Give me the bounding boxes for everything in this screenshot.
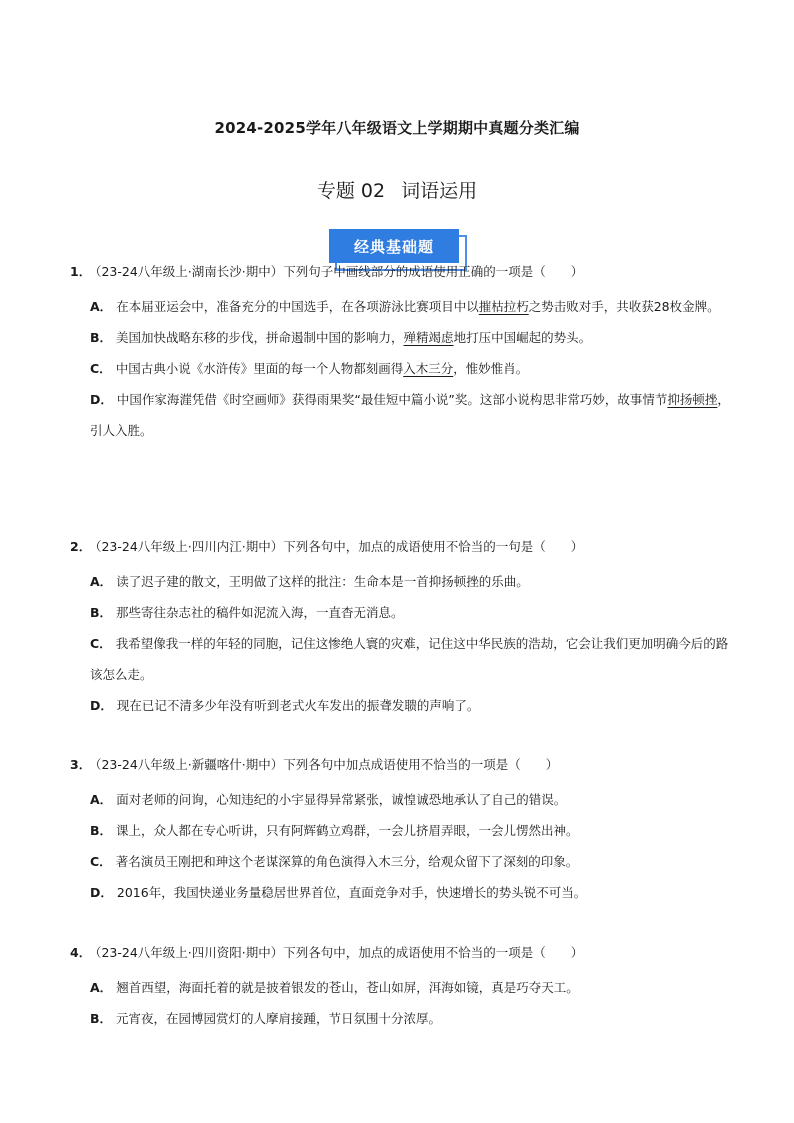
option-d bbox=[90, 877, 732, 908]
option-text: 那些寄往杂志社的稿件如泥流入海，一直杳无消息。 bbox=[116, 605, 404, 620]
option-letter: A． bbox=[90, 299, 113, 314]
question-text: （23-24八年级上·四川内江·期中）下列各句中，加点的成语使用不恰当的一句是（ ） bbox=[95, 539, 584, 554]
option-letter: C． bbox=[90, 854, 112, 869]
option-text: ，惟妙惟肖。 bbox=[453, 361, 529, 376]
option-text: 读了迟子建的散文，王明做了这样的批注：生命本是一首抑扬顿挫的乐曲。 bbox=[116, 574, 529, 589]
option-b bbox=[90, 815, 732, 846]
option-b bbox=[90, 322, 732, 353]
option-text: 课上，众人都在专心听讲，只有阿辉鹤立鸡群，一会儿挤眉弄眼，一会儿愣然出神。 bbox=[116, 823, 579, 838]
topic-name: 词语运用 bbox=[401, 180, 478, 202]
topic-label: 专题 02 bbox=[316, 180, 386, 202]
option-c bbox=[90, 846, 732, 877]
question-number: 3． bbox=[70, 757, 92, 772]
option-b bbox=[90, 1003, 732, 1034]
option-text: 美国加快战略东移的步伐，拼命遏制中国的影响力， bbox=[116, 330, 404, 345]
option-letter: D． bbox=[90, 885, 113, 900]
question-number: 4． bbox=[70, 945, 92, 960]
question-4 bbox=[72, 943, 732, 1034]
underlined-idiom: 摧枯拉朽 bbox=[478, 299, 529, 314]
option-b bbox=[90, 597, 732, 628]
option-text: 地打压中国崛起的势头。 bbox=[453, 330, 592, 345]
option-c bbox=[90, 353, 732, 384]
question-stem bbox=[70, 943, 732, 963]
question-text: （23-24八年级上·新疆喀什·期中）下列各句中加点成语使用不恰当的一项是（ ） bbox=[95, 757, 559, 772]
option-a bbox=[90, 566, 732, 597]
option-letter: B． bbox=[90, 330, 113, 345]
option-a bbox=[90, 784, 732, 815]
option-letter: A． bbox=[90, 792, 113, 807]
question-text: （23-24八年级上·湖南长沙·期中）下列句子中画线部分的成语使用正确的一项是（ ） bbox=[95, 264, 584, 279]
option-d bbox=[90, 690, 732, 721]
option-text: ，引人入胜。 bbox=[90, 392, 730, 438]
option-letter: C． bbox=[90, 636, 112, 651]
option-text: 著名演员王刚把和珅这个老谋深算的角色演得入木三分，给观众留下了深刻的印象。 bbox=[115, 854, 579, 869]
option-letter: A． bbox=[90, 980, 113, 995]
option-a bbox=[90, 972, 732, 1003]
underlined-idiom: 抑扬顿挫 bbox=[667, 392, 718, 407]
option-text: 翘首西望，海面托着的就是披着银发的苍山，苍山如屏，洱海如镜，真是巧夺天工。 bbox=[116, 980, 579, 995]
question-text: （23-24八年级上·四川资阳·期中）下列各句中，加点的成语使用不恰当的一项是（ ） bbox=[95, 945, 584, 960]
option-text: 2016年，我国快递业务量稳居世界首位，直面竞争对手，快速增长的势头锐不可当。 bbox=[116, 885, 587, 900]
option-text: 之势击败对手，共收获28枚金牌。 bbox=[528, 299, 720, 314]
option-letter: D． bbox=[90, 392, 113, 407]
option-text: 在本届亚运会中，准备充分的中国选手，在各项游泳比赛项目中以 bbox=[116, 299, 479, 314]
option-text: 我希望像我一样的年轻的同胞，记住这惨绝人寰的灾难，记住这中华民族的浩劫，它会让我们更加明确今后的路该怎么走。 bbox=[90, 636, 729, 682]
underlined-idiom: 入木三分 bbox=[403, 361, 454, 376]
option-text: 现在已记不清多少年没有听到老式火车发出的振聋发聩的声响了。 bbox=[116, 698, 480, 713]
question-3 bbox=[72, 755, 732, 908]
option-text: 面对老师的问询，心知违纪的小宇显得异常紧张，诚惶诚恐地承认了自己的错误。 bbox=[116, 792, 567, 807]
option-text: 中国作家海漄凭借《时空画师》获得雨果奖“最佳短中篇小说”奖。这部小说构思非常巧妙，故事情节 bbox=[116, 392, 668, 407]
topic-title bbox=[0, 176, 794, 203]
option-text: 中国古典小说《水浒传》里面的每一个人物都刻画得 bbox=[115, 361, 404, 376]
document-title: 2024-2025学年八年级语文上学期期中真题分类汇编 bbox=[214, 119, 580, 137]
option-letter: B． bbox=[90, 823, 113, 838]
question-1 bbox=[72, 262, 732, 446]
question-stem bbox=[70, 262, 732, 282]
option-letter: B． bbox=[90, 605, 113, 620]
question-2 bbox=[72, 537, 732, 721]
question-stem bbox=[70, 755, 732, 775]
option-letter: A． bbox=[90, 574, 113, 589]
question-number: 1． bbox=[70, 264, 92, 279]
option-a bbox=[90, 291, 732, 322]
question-stem bbox=[70, 537, 732, 557]
underlined-idiom: 殚精竭虑 bbox=[403, 330, 454, 345]
option-c bbox=[90, 628, 732, 690]
question-number: 2． bbox=[70, 539, 92, 554]
badge-label: 经典基础题 bbox=[329, 229, 459, 263]
option-letter: B． bbox=[90, 1011, 113, 1026]
option-text: 元宵夜，在园博园赏灯的人摩肩接踵，节日氛围十分浓厚。 bbox=[116, 1011, 442, 1026]
option-letter: D． bbox=[90, 698, 113, 713]
option-letter: C． bbox=[90, 361, 112, 376]
option-d bbox=[90, 384, 732, 446]
